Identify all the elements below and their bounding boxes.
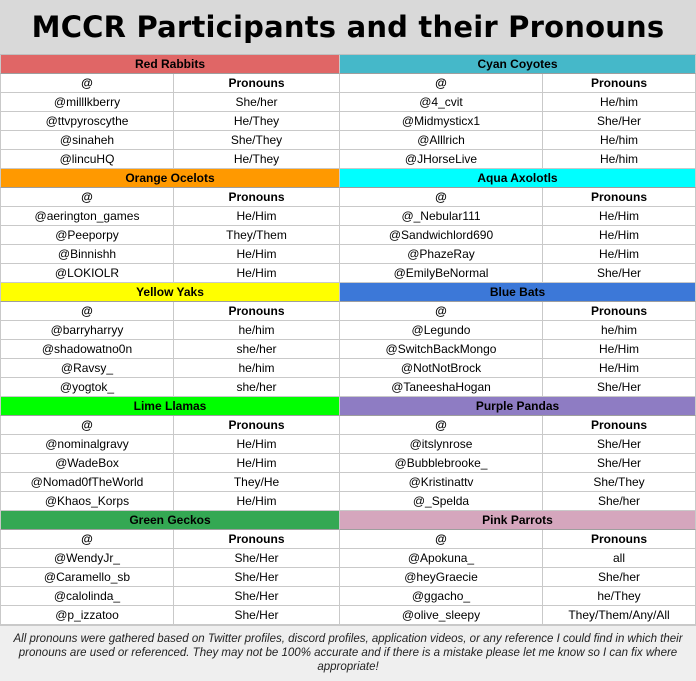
member-handle: @Kristinattv [340,473,543,492]
member-pronouns: She/Her [543,378,696,397]
member-pronouns: She/Her [174,606,340,625]
member-pronouns: They/Them/Any/All [543,606,696,625]
member-pronouns: He/Him [543,359,696,378]
column-header-pronouns: Pronouns [174,188,340,207]
member-pronouns: She/Her [543,435,696,454]
member-pronouns: They/Them [174,226,340,245]
member-handle: @ggacho_ [340,587,543,606]
member-handle: @Nomad0fTheWorld [0,473,174,492]
column-header-handle: @ [340,416,543,435]
column-header-handle: @ [340,74,543,93]
member-pronouns: He/They [174,112,340,131]
member-pronouns: He/Him [543,245,696,264]
member-handle: @Khaos_Korps [0,492,174,511]
column-header-handle: @ [340,530,543,549]
member-handle: @Apokuna_ [340,549,543,568]
member-pronouns: she/her [174,378,340,397]
member-handle: @EmilyBeNormal [340,264,543,283]
column-header-pronouns: Pronouns [543,416,696,435]
member-handle: @JHorseLive [340,150,543,169]
column-header-pronouns: Pronouns [543,188,696,207]
member-handle: @_Nebular111 [340,207,543,226]
member-handle: @Sandwichlord690 [340,226,543,245]
member-pronouns: he/him [174,321,340,340]
column-header-pronouns: Pronouns [174,302,340,321]
member-handle: @PhazeRay [340,245,543,264]
member-handle: @NotNotBrock [340,359,543,378]
member-handle: @lincuHQ [0,150,174,169]
member-pronouns: She/They [174,131,340,150]
team-header: Purple Pandas [340,397,696,416]
member-handle: @SwitchBackMongo [340,340,543,359]
member-pronouns: He/Him [174,245,340,264]
member-handle: @Legundo [340,321,543,340]
member-pronouns: She/Her [174,587,340,606]
member-pronouns: They/He [174,473,340,492]
member-pronouns: he/him [174,359,340,378]
member-handle: @Ravsy_ [0,359,174,378]
column-header-handle: @ [340,188,543,207]
member-pronouns: He/Him [174,454,340,473]
member-handle: @ttvpyroscythe [0,112,174,131]
member-pronouns: He/Him [174,492,340,511]
member-handle: @itslynrose [340,435,543,454]
member-handle: @4_cvit [340,93,543,112]
column-header-handle: @ [0,74,174,93]
member-handle: @olive_sleepy [340,606,543,625]
member-handle: @yogtok_ [0,378,174,397]
member-pronouns: He/Him [174,264,340,283]
member-pronouns: He/him [543,131,696,150]
team-header: Lime Llamas [0,397,340,416]
footer-note: All pronouns were gathered based on Twitter profiles, discord profiles, application videos, or any reference I could find in which their pronouns are used or referenced. They may not be 100% accurate and if there is a mistake please let me know so I can fix where appropriate! [0,625,696,681]
page-title: MCCR Participants and their Pronouns [31,10,665,44]
member-pronouns: she/her [174,340,340,359]
column-header-handle: @ [0,302,174,321]
column-header-pronouns: Pronouns [174,416,340,435]
column-header-handle: @ [0,530,174,549]
member-handle: @nominalgravy [0,435,174,454]
member-handle: @WadeBox [0,454,174,473]
member-pronouns: She/her [543,568,696,587]
member-handle: @_Spelda [340,492,543,511]
member-pronouns: He/Him [543,207,696,226]
member-handle: @p_izzatoo [0,606,174,625]
member-pronouns: He/Him [174,207,340,226]
member-pronouns: She/Her [543,264,696,283]
column-header-pronouns: Pronouns [543,74,696,93]
member-handle: @WendyJr_ [0,549,174,568]
member-pronouns: She/They [543,473,696,492]
member-pronouns: He/him [543,150,696,169]
member-handle: @calolinda_ [0,587,174,606]
member-handle: @Peeporpy [0,226,174,245]
member-handle: @Caramello_sb [0,568,174,587]
title-bar [0,0,696,55]
member-pronouns: he/him [543,321,696,340]
member-pronouns: he/They [543,587,696,606]
member-handle: @aerington_games [0,207,174,226]
team-header: Orange Ocelots [0,169,340,188]
member-pronouns: She/Her [174,549,340,568]
member-pronouns: all [543,549,696,568]
member-pronouns: He/him [543,93,696,112]
teams-table [0,55,696,625]
team-header: Yellow Yaks [0,283,340,302]
member-pronouns: He/They [174,150,340,169]
member-handle: @Midmysticx1 [340,112,543,131]
member-pronouns: She/her [174,93,340,112]
column-header-handle: @ [0,188,174,207]
member-handle: @Binnishh [0,245,174,264]
member-handle: @shadowatno0n [0,340,174,359]
team-header: Blue Bats [340,283,696,302]
team-header: Green Geckos [0,511,340,530]
member-pronouns: He/Him [543,226,696,245]
team-header: Pink Parrots [340,511,696,530]
member-pronouns: She/Her [543,454,696,473]
team-header: Cyan Coyotes [340,55,696,74]
member-handle: @barryharryy [0,321,174,340]
column-header-handle: @ [340,302,543,321]
column-header-pronouns: Pronouns [174,530,340,549]
member-handle: @LOKIOLR [0,264,174,283]
column-header-pronouns: Pronouns [543,530,696,549]
member-handle: @sinaheh [0,131,174,150]
member-handle: @heyGraecie [340,568,543,587]
member-pronouns: She/Her [174,568,340,587]
member-pronouns: He/Him [174,435,340,454]
member-handle: @TaneeshaHogan [340,378,543,397]
member-pronouns: She/Her [543,112,696,131]
column-header-handle: @ [0,416,174,435]
member-handle: @milllkberry [0,93,174,112]
member-pronouns: She/her [543,492,696,511]
member-handle: @Alllrich [340,131,543,150]
member-pronouns: He/Him [543,340,696,359]
member-handle: @Bubblebrooke_ [340,454,543,473]
column-header-pronouns: Pronouns [174,74,340,93]
team-header: Red Rabbits [0,55,340,74]
team-header: Aqua Axolotls [340,169,696,188]
column-header-pronouns: Pronouns [543,302,696,321]
